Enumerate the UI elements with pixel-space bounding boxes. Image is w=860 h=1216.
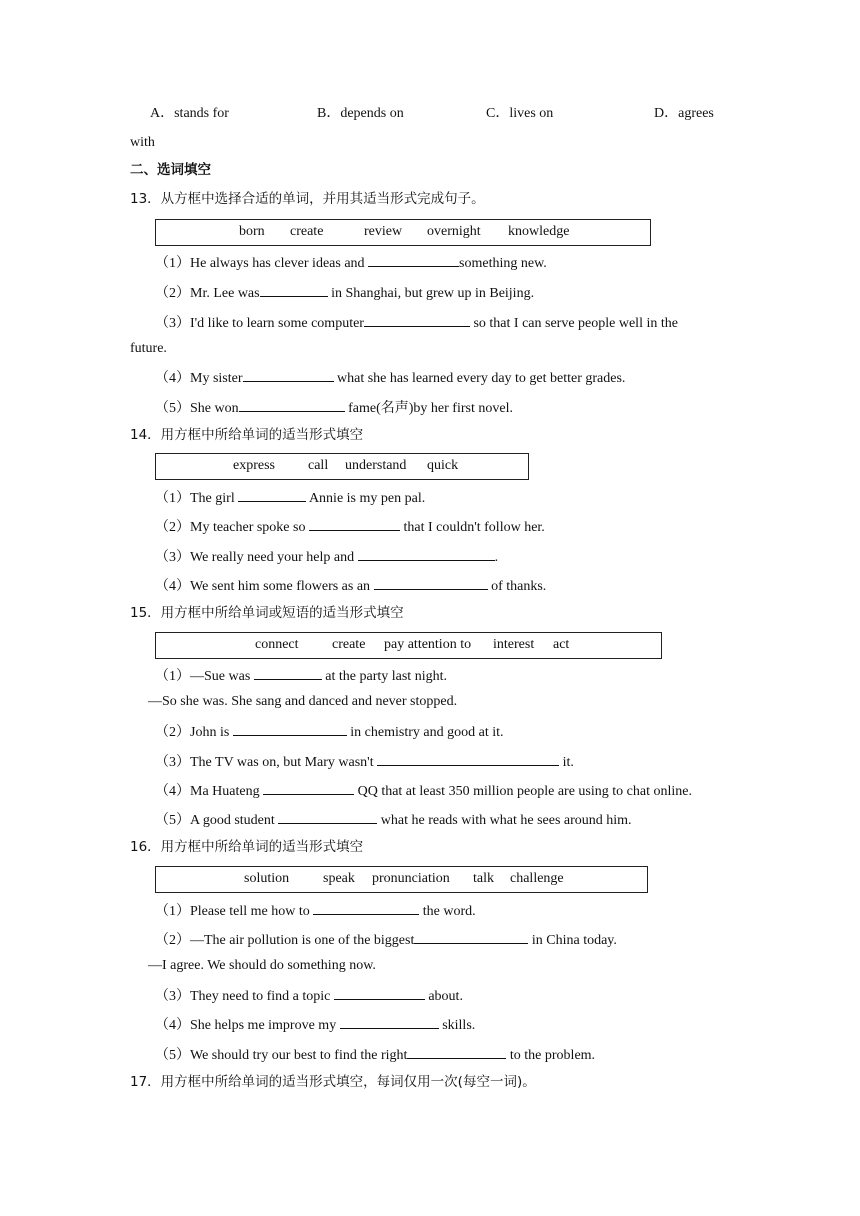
sentence-text: （1）The girl (155, 491, 239, 506)
q17-title: 17．用方框中所给单词的适当形式填空，每词仅用一次(每空一词)。 (130, 1074, 536, 1090)
sentence-text: in China today. (528, 933, 617, 948)
q15-sentence-1 (155, 665, 447, 686)
word-box-item: pronunciation (372, 871, 450, 886)
answer-blank[interactable] (414, 929, 528, 944)
q16-sentence-3 (155, 985, 463, 1006)
q16-word-box (155, 866, 648, 893)
q15-sentence-3 (155, 751, 574, 772)
sentence-text: what he reads with what he sees around him. (377, 813, 632, 828)
sentence-text: at the party last night. (321, 669, 447, 684)
option-b: B．depends on (317, 106, 404, 121)
q16-sentence-5 (155, 1044, 595, 1065)
sentence-text: the word. (419, 904, 476, 919)
q16-sentence-1 (155, 900, 476, 921)
answer-blank[interactable] (263, 780, 354, 795)
word-box-item: interest (493, 637, 535, 652)
option-c: C．lives on (486, 106, 554, 121)
sentence-text: that I couldn't follow her. (399, 520, 545, 535)
answer-blank[interactable] (407, 1044, 506, 1059)
q14-sentence-2 (155, 516, 545, 537)
answer-blank[interactable] (309, 516, 400, 531)
option-a: A．stands for (150, 106, 229, 121)
word-box-item: call (308, 458, 329, 473)
q14-title: 14．用方框中所给单词的适当形式填空 (130, 427, 364, 443)
word-box-item: understand (345, 458, 407, 473)
word-box-item: act (553, 637, 570, 652)
q14-sentence-4 (155, 575, 546, 596)
word-box-item: talk (473, 871, 494, 886)
answer-blank[interactable] (238, 487, 306, 502)
word-box-item: review (364, 224, 403, 239)
q16-sentence-4 (155, 1014, 475, 1035)
answer-blank[interactable] (334, 985, 425, 1000)
q16-sentence-2 (155, 929, 617, 950)
q16-sentence-2-reply: —I agree. We should do something now. (148, 958, 376, 973)
word-box-item: quick (427, 458, 459, 473)
word-box-item: challenge (510, 871, 564, 886)
sentence-text: （3）We really need your help and (155, 550, 358, 565)
word-box-item: create (290, 224, 324, 239)
answer-blank[interactable] (368, 252, 459, 267)
q14-sentence-3 (155, 546, 498, 567)
q15-sentence-4 (155, 780, 692, 801)
q13-sentence-4 (155, 367, 625, 388)
q13-sentence-3-wrap: future. (130, 341, 167, 356)
answer-blank[interactable] (313, 900, 419, 915)
sentence-text: （3）The TV was on, but Mary wasn't (155, 755, 378, 770)
word-box-item: pay attention to (384, 637, 472, 652)
sentence-text: （5）A good student (155, 813, 279, 828)
answer-blank[interactable] (377, 751, 559, 766)
sentence-text: in Shanghai, but grew up in Beijing. (327, 286, 535, 301)
q13-sentence-3 (155, 312, 678, 333)
sentence-text: so that I can serve people well in the (469, 316, 678, 331)
q15-title: 15．用方框中所给单词或短语的适当形式填空 (130, 605, 404, 621)
word-box-item: express (233, 458, 275, 473)
answer-blank[interactable] (260, 282, 328, 297)
sentence-text: （4）My sister (155, 371, 243, 386)
q13-title: 13．从方框中选择合适的单词，并用其适当形式完成句子。 (130, 191, 485, 207)
word-box-item: connect (255, 637, 299, 652)
sentence-text: （1）Please tell me how to (155, 904, 314, 919)
q15-sentence-2 (155, 721, 504, 742)
answer-blank[interactable] (364, 312, 470, 327)
sentence-text: （3）I'd like to learn some computer (155, 316, 364, 331)
sentence-text: （1）—Sue was (155, 669, 254, 684)
q13-word-box (155, 219, 651, 246)
sentence-text: （1）He always has clever ideas and (155, 256, 369, 271)
answer-blank[interactable] (254, 665, 322, 680)
sentence-text: （2）—The air pollution is one of the biggest (155, 933, 415, 948)
sentence-text: （4）Ma Huateng (155, 784, 264, 799)
q13-sentence-1 (155, 252, 547, 273)
sentence-text: （2）My teacher spoke so (155, 520, 309, 535)
word-box-item: speak (323, 871, 355, 886)
sentence-text: it. (559, 755, 574, 770)
sentence-text: （5）We should try our best to find the right (155, 1048, 408, 1063)
sentence-text: skills. (438, 1018, 476, 1033)
q15-sentence-1-reply: —So she was. She sang and danced and never stopped. (148, 694, 458, 709)
sentence-text: what she has learned every day to get better grades. (333, 371, 626, 386)
sentence-text: （2）John is (155, 725, 233, 740)
q13-sentence-2 (155, 282, 534, 303)
answer-blank[interactable] (340, 1014, 439, 1029)
word-box-item: born (239, 224, 265, 239)
option-d-wrap: with (130, 135, 155, 150)
word-box-item: overnight (427, 224, 481, 239)
answer-blank[interactable] (278, 809, 377, 824)
answer-blank[interactable] (358, 546, 495, 561)
sentence-text: in chemistry and good at it. (346, 725, 504, 740)
sentence-text: QQ that at least 350 million people are using to chat online. (354, 784, 692, 799)
sentence-text: about. (424, 989, 463, 1004)
word-box-item: knowledge (508, 224, 570, 239)
sentence-text: （2）Mr. Lee was (155, 286, 260, 301)
sentence-text: of thanks. (487, 579, 547, 594)
sentence-text: （4）We sent him some flowers as an (155, 579, 374, 594)
sentence-text: to the problem. (506, 1048, 596, 1063)
sentence-text: （4）She helps me improve my (155, 1018, 340, 1033)
answer-blank[interactable] (374, 575, 488, 590)
sentence-text: （3）They need to find a topic (155, 989, 334, 1004)
q14-sentence-1 (155, 487, 425, 508)
q15-word-box (155, 632, 662, 659)
sentence-text: . (494, 550, 499, 565)
answer-blank[interactable] (239, 397, 345, 412)
answer-blank[interactable] (243, 367, 334, 382)
sentence-text: fame(名声)by her first novel. (344, 401, 513, 416)
q15-sentence-5 (155, 809, 632, 830)
option-d: D．agrees (654, 106, 714, 121)
word-box-item: solution (244, 871, 290, 886)
sentence-text: something new. (459, 256, 547, 271)
q13-sentence-5 (155, 397, 513, 418)
q16-title: 16．用方框中所给单词的适当形式填空 (130, 839, 364, 855)
sentence-text: Annie is my pen pal. (306, 491, 426, 506)
q14-word-box (155, 453, 529, 480)
word-box-item: create (332, 637, 366, 652)
sentence-text: （5）She won (155, 401, 239, 416)
section-title: 二、选词填空 (130, 162, 211, 178)
answer-blank[interactable] (233, 721, 347, 736)
